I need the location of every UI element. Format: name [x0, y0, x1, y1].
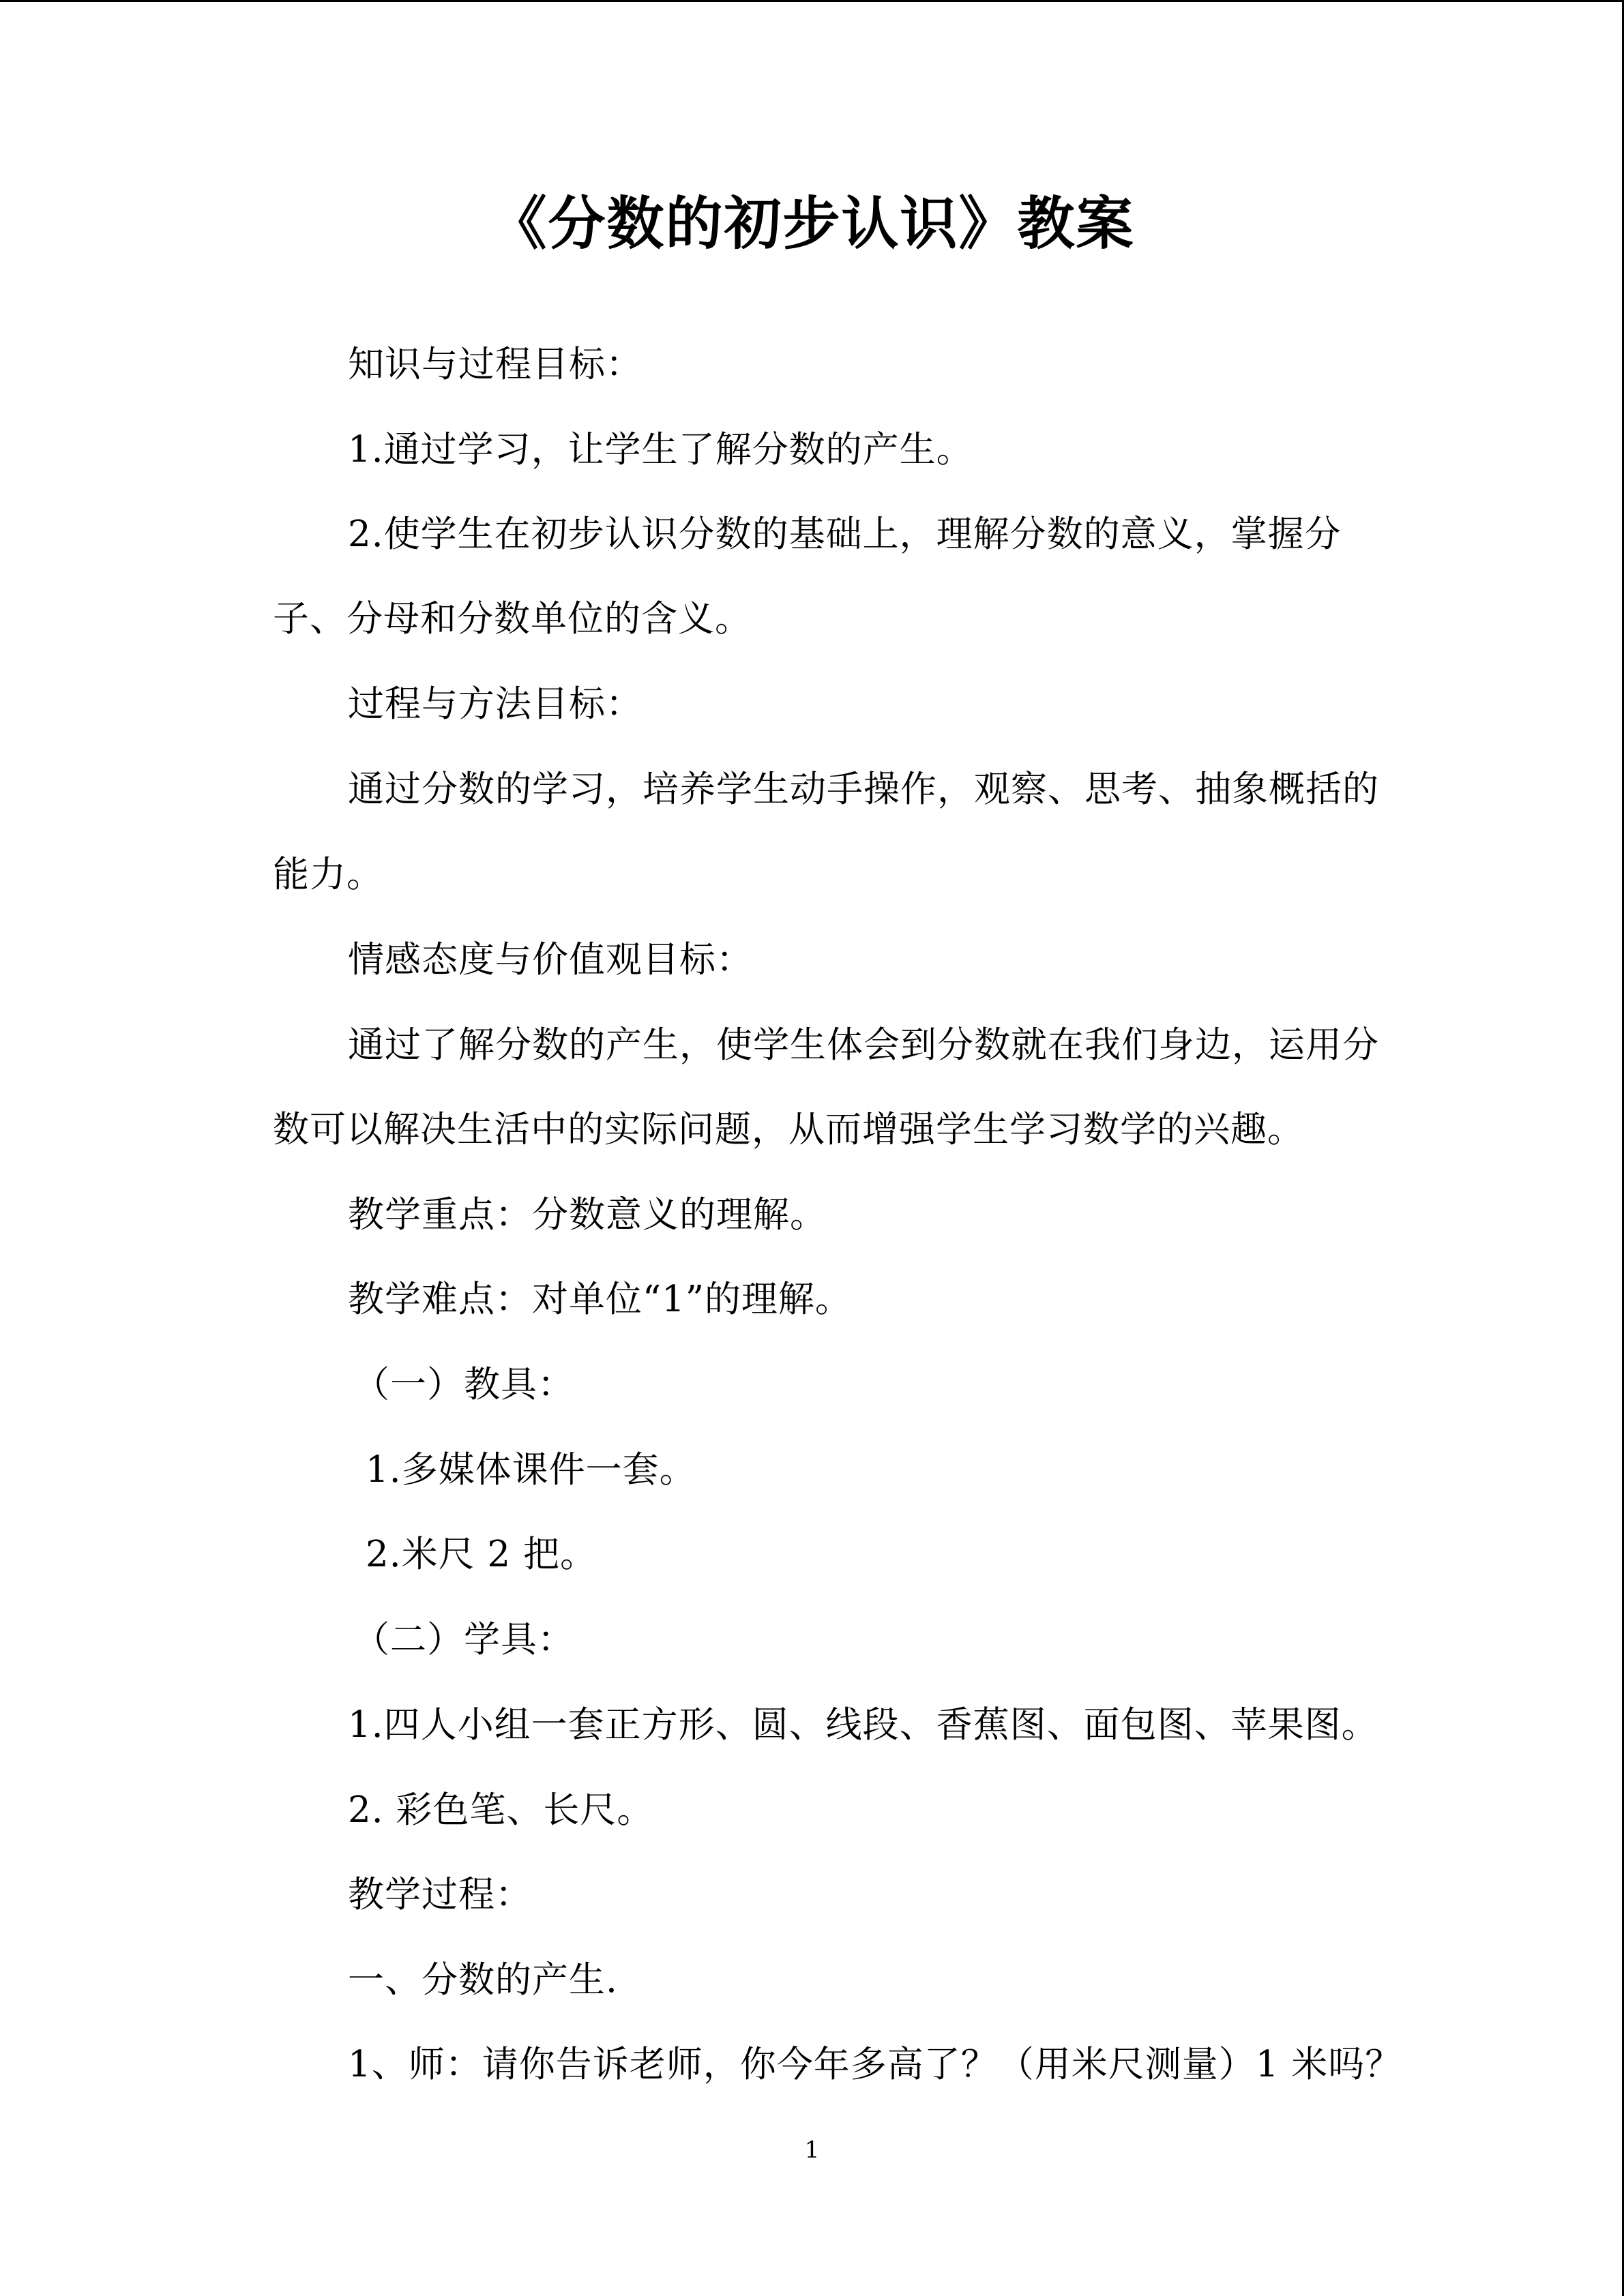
paragraph-teaching-difficulty: 教学难点：对单位“1”的理解。 [348, 1279, 852, 1320]
paragraph-goal-2-line-1: 2.使学生在初步认识分数的基础上，理解分数的意义，掌握分 [348, 513, 1342, 555]
paragraph-goal-1: 1.通过学习，让学生了解分数的产生。 [348, 429, 973, 471]
paragraph-process-method-heading: 过程与方法目标： [348, 683, 643, 725]
paragraph-learning-tools-heading: （二）学具： [353, 1619, 574, 1660]
document-title: 《分数的初步认识》教案 [489, 190, 1135, 257]
paragraph-section-1-heading: 一、分数的产生. [348, 1959, 618, 2001]
paragraph-knowledge-goal-heading: 知识与过程目标： [348, 344, 643, 385]
paragraph-teaching-process-heading: 教学过程： [348, 1874, 532, 1915]
paragraph-learning-tool-2: 2. 彩色笔、长尺。 [348, 1789, 654, 1831]
paragraph-process-method-line-1: 通过分数的学习，培养学生动手操作，观察、思考、抽象概括的 [348, 769, 1379, 810]
paragraph-section-1-question: 1、师：请你告诉老师，你今年多高了？（用米尺测量）1 米吗？ [348, 2044, 1402, 2085]
top-border-line [0, 0, 1624, 2]
paragraph-learning-tool-1: 1.四人小组一套正方形、圆、线段、香蕉图、面包图、苹果图。 [348, 1704, 1378, 1746]
paragraph-emotion-line-1: 通过了解分数的产生，使学生体会到分数就在我们身边，运用分 [348, 1024, 1379, 1066]
paragraph-teaching-aids-heading: （一）教具： [353, 1364, 574, 1405]
paragraph-teaching-aid-1: 1.多媒体课件一套。 [366, 1449, 696, 1491]
page-number: 1 [804, 2136, 820, 2164]
paragraph-process-method-line-2: 能力。 [273, 854, 383, 895]
paragraph-teaching-aid-2: 2.米尺 2 把。 [366, 1534, 597, 1575]
paragraph-emotion-heading: 情感态度与价值观目标： [348, 939, 753, 981]
paragraph-teaching-focus: 教学重点：分数意义的理解。 [348, 1194, 827, 1236]
paragraph-goal-2-line-2: 子、分母和分数单位的含义。 [273, 598, 752, 640]
paragraph-emotion-line-2: 数可以解决生活中的实际问题，从而增强学生学习数学的兴趣。 [273, 1109, 1304, 1150]
